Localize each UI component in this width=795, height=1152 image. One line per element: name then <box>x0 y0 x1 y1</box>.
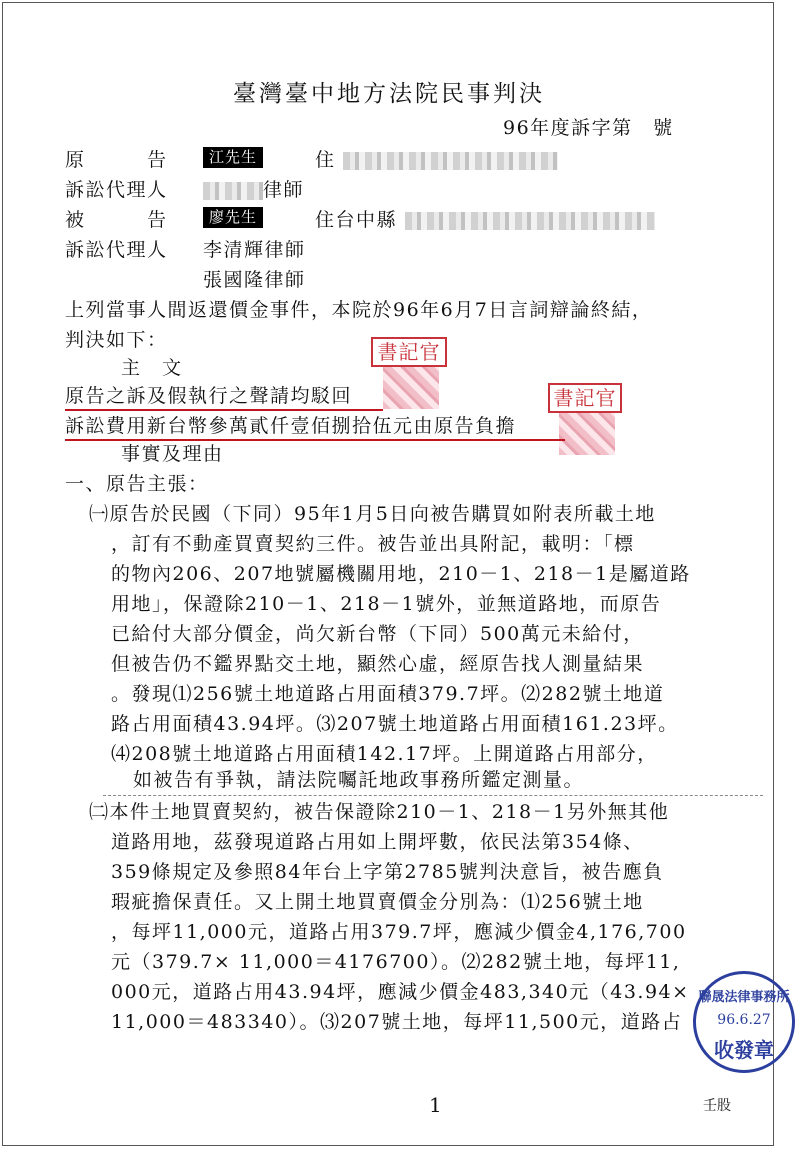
received-stamp-firm: 聯晟法律事務所 <box>698 990 790 1005</box>
plaintiff-agent <box>203 181 304 200</box>
p1-line: ，訂有不動產買賣契約三件。被告並出具附記，載明：「標 <box>111 533 635 555</box>
page-number: 1 <box>429 1093 442 1117</box>
p2-line: ㈡本件土地買賣契約，被告保證除210－1、218－1另外無其他 <box>89 801 670 823</box>
redacted-agent-name <box>203 182 263 200</box>
defendant-name: 廖先生 <box>203 207 263 228</box>
redacted-address <box>405 212 655 230</box>
p1-line: 用地」，保證除210－1、218－1號外，並無道路地，而原告 <box>111 593 662 615</box>
main-text-heading: 主 文 <box>121 357 183 379</box>
judgment-page <box>2 2 790 1146</box>
plaintiff-address <box>315 151 558 170</box>
intro-line-1: 上列當事人間返還價金事件，本院於96年6月7日言詞辯論終結， <box>65 299 653 321</box>
received-stamp-label: 收發章 <box>714 1038 774 1062</box>
case-number: 96年度訴字第 號 <box>503 117 674 139</box>
p1-line: ⑷208號土地道路占用面積142.17坪。上開道路占用部分， <box>111 743 658 765</box>
main-text-line-2: 訴訟費用新台幣參萬貳仟壹佰捌拾伍元由原告負擔 <box>65 415 517 437</box>
defendant-agent-1: 李清輝律師 <box>203 239 306 261</box>
plaintiff-address-prefix: 住 <box>315 149 336 171</box>
p1-line: 但被告仍不鑑界點交土地，顯然心虛，經原告找人測量結果 <box>111 653 645 675</box>
redacted-clerk-name <box>383 367 439 409</box>
p2-line: 元（379.7× 11,000＝4176700）。⑵282號土地，每坪11, <box>111 951 681 973</box>
p2-line: ，每坪11,000元，道路占用379.7坪，應減少價金4,176,700 <box>111 921 687 943</box>
defendant-address <box>315 211 655 230</box>
plaintiff-name: 江先生 <box>203 147 263 168</box>
defendant-agent-label: 訴訟代理人 <box>65 239 168 261</box>
intro-line-2: 判決如下： <box>65 329 168 351</box>
defendant-label: 被 告 <box>65 209 168 231</box>
main-text-line-1: 原告之訴及假執行之聲請均駁回 <box>65 385 353 407</box>
clerk-unit: 壬股 <box>703 1098 731 1114</box>
defendant-address-prefix: 住台中縣 <box>315 209 398 231</box>
p2-line: 11,000＝483340）。⑶207號土地，每坪11,500元，道路占 <box>111 1011 683 1033</box>
received-stamp-date: 96.6.27 <box>717 1012 771 1028</box>
redacted-clerk-name <box>559 413 615 455</box>
p2-line: 瑕疵擔保責任。又上開土地買賣價金分別為：⑴256號土地 <box>111 891 644 913</box>
p1-line: ㈠原告於民國（下同）95年1月5日向被告購買如附表所載土地 <box>89 503 656 525</box>
scan-line <box>103 795 763 796</box>
p2-line: 359條規定及參照84年台上字第2785號判決意旨，被告應負 <box>111 861 664 883</box>
clerk-stamp-1: 書記官 <box>371 337 447 367</box>
plaintiff-agent-suffix: 律師 <box>263 179 305 201</box>
defendant-name-box <box>203 207 263 228</box>
p2-line: 000元，道路占用43.94坪，應減少價金483,340元（43.94× <box>111 981 690 1003</box>
received-stamp <box>693 971 795 1073</box>
facts-heading: 事實及理由 <box>121 443 224 465</box>
plaintiff-label: 原 告 <box>65 149 168 171</box>
plaintiff-agent-label: 訴訟代理人 <box>65 179 168 201</box>
redacted-address <box>343 152 558 170</box>
plaintiff-name-box <box>203 147 263 168</box>
clerk-stamp-2: 書記官 <box>548 383 622 413</box>
p1-line: 路占用面積43.94坪。⑶207號土地道路占用面積161.23坪。 <box>111 713 679 735</box>
document-title: 臺灣臺中地方法院民事判決 <box>233 81 545 107</box>
p1-line: 如被告有爭執，請法院囑託地政事務所鑑定測量。 <box>133 769 585 791</box>
p1-line: 已給付大部分價金，尚欠新台幣（下同）500萬元未給付， <box>111 623 644 645</box>
p2-line: 道路用地，茲發現道路占用如上開坪數，依民法第354條、 <box>111 831 644 853</box>
underline-2 <box>65 439 565 441</box>
p1-line: 。發現⑴256號土地道路占用面積379.7坪。⑵282號土地道 <box>111 683 665 705</box>
p1-line: 的物內206、207地號屬機關用地，210－1、218－1是屬道路 <box>111 563 691 585</box>
section-1-heading: 一、原告主張： <box>65 473 209 495</box>
underline-1 <box>65 409 383 411</box>
defendant-agent-2: 張國隆律師 <box>203 269 306 291</box>
